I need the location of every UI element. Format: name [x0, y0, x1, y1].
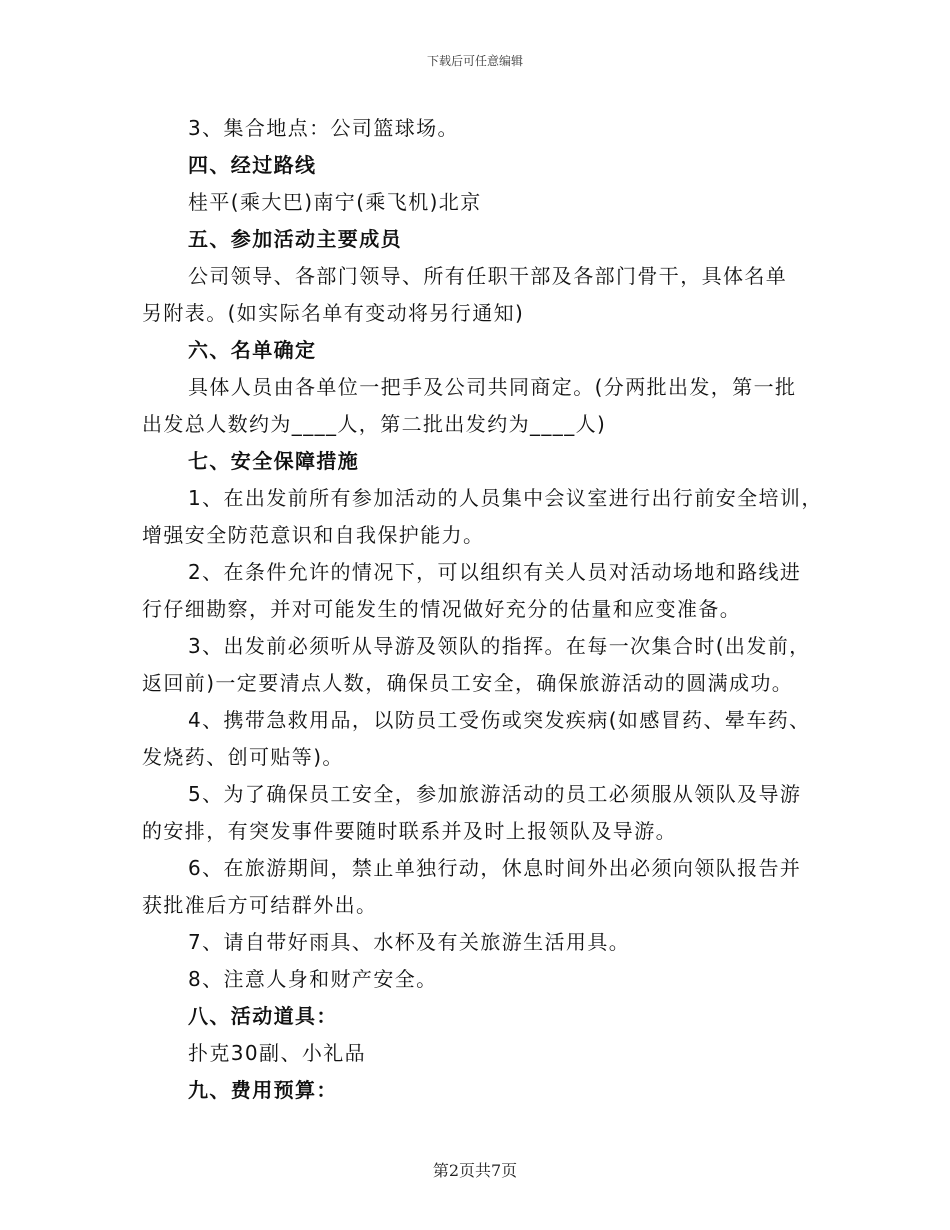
page-footer: 第2页共7页	[432, 1161, 518, 1180]
section-heading: 五、参加活动主要成员	[188, 227, 402, 251]
body-line: 行仔细勘察，并对可能发生的情况做好充分的估量和应变准备。	[142, 597, 742, 621]
section-heading: 七、安全保障措施	[188, 449, 360, 473]
body-line: 具体人员由各单位一把手及公司共同商定。(分两批出发，第一批	[188, 375, 797, 399]
page-header: 下载后可任意编辑	[426, 54, 523, 68]
body-line: 的安排，有突发事件要随时联系并及时上报领队及导游。	[142, 819, 677, 843]
body-line: 3、出发前必须听从导游及领队的指挥。在每一次集合时(出发前，	[188, 634, 811, 658]
body-line: 另附表。(如实际名单有变动将另行通知)	[142, 301, 525, 325]
body-line: 返回前)一定要清点人数，确保员工安全，确保旅游活动的圆满成功。	[142, 671, 794, 695]
body-line: 4、携带急救用品，以防员工受伤或突发疾病(如感冒药、晕车药、	[188, 708, 811, 732]
body-line: 3、集合地点：公司篮球场。	[188, 116, 459, 140]
body-line: 8、注意人身和财产安全。	[188, 967, 438, 991]
section-heading: 四、经过路线	[188, 153, 317, 177]
body-line: 7、请自带好雨具、水杯及有关旅游生活用具。	[188, 930, 631, 954]
body-line: 6、在旅游期间，禁止单独行动，休息时间外出必须向领队报告并	[188, 856, 802, 880]
body-line: 获批准后方可结群外出。	[142, 893, 378, 917]
section-heading: 六、名单确定	[188, 338, 317, 362]
body-line: 5、为了确保员工安全，参加旅游活动的员工必须服从领队及导游	[188, 782, 802, 806]
body-line: 增强安全防范意识和自我保护能力。	[142, 523, 485, 547]
body-line: 桂平(乘大巴)南宁(乘飞机)北京	[188, 190, 482, 214]
body-line: 2、在条件允许的情况下，可以组织有关人员对活动场地和路线进	[188, 560, 802, 584]
body-line: 公司领导、各部门领导、所有任职干部及各部门骨干，具体名单	[188, 264, 788, 288]
body-line: 1、在出发前所有参加活动的人员集中会议室进行出行前安全培训，	[188, 486, 823, 510]
body-line: 发烧药、创可贴等)。	[142, 745, 344, 769]
section-heading: 九、费用预算：	[188, 1078, 338, 1102]
section-heading: 八、活动道具：	[188, 1004, 338, 1028]
body-line: 出发总人数约为____人，第二批出发约为____人)	[142, 412, 607, 436]
document-body	[142, 110, 823, 1109]
body-line: 扑克30副、小礼品	[188, 1041, 367, 1065]
